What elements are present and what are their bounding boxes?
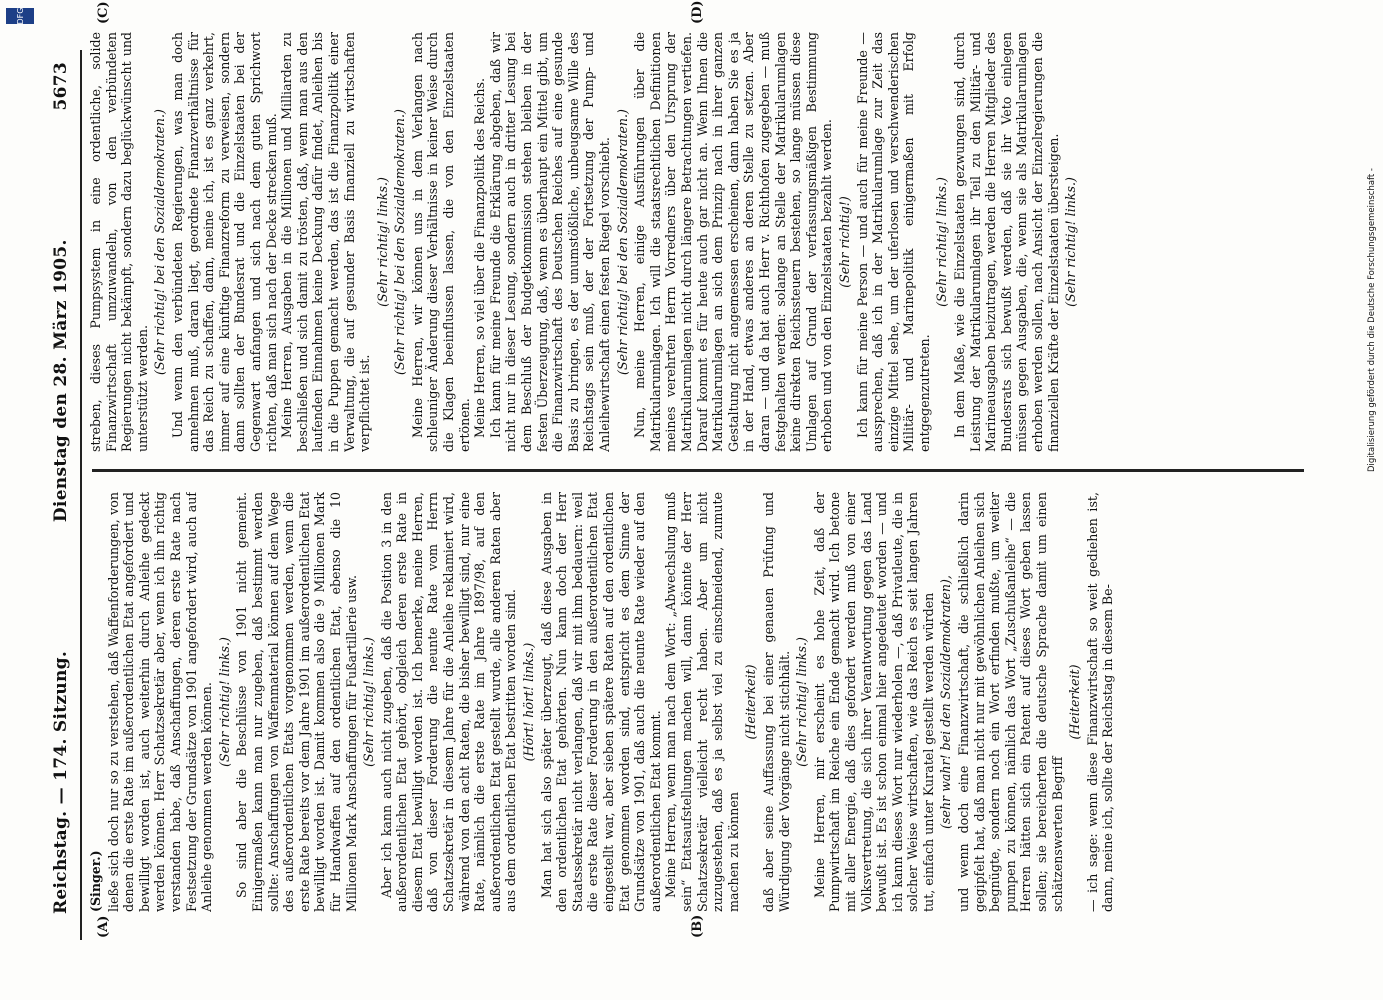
margin-letter-d: (D) (690, 0, 705, 24)
header-session: Reichstag. — 174. Sitzung. (51, 650, 71, 914)
paragraph: Und wenn den verbündeten Regierungen, was man doch annehmen muß, daran liegt, geordnete Finanzverhältnisse für das Reich zu schaffen, dann, meine ich, ist es ganz verkehrt, immer auf eine künftige Finanzreform zu verweisen, sondern dann sollten der Bundesrat und die Einzelstaaten bei der Gegenwart anfangen und sich nach dem guten Sprichwort richten, daß man sich nach der Decke strecken muß. (169, 32, 279, 452)
interjection: (Sehr richtig! links.) (1063, 177, 1079, 307)
margin-letter-a: (A) (96, 915, 111, 938)
margin-letter-c: (C) (96, 1, 111, 24)
paragraph: — ich sage: wenn diese Finanzwirtschaft so weit gediehen ist, dann, meine ich, sollte der Reichstag in diesem Be- (1084, 492, 1116, 912)
paragraph: Man hat sich also später überzeugt, daß diese Ausgaben in den ordentlichen Etat gehörten. Nun kann doch der Herr Staatssekretär nicht verlangen, daß wir mit ihm bedauern: weil die erste Rate dieser Forderung in den außerordentlichen Etat eingestellt war, aber sieben spätere Raten auf den ordentlichen Etat genommen worden sind, entspricht es dem Sinne der Grundsätze von 1901, daß auch die neunte Rate wieder auf den außerordentlichen Etat kommt. (538, 492, 663, 912)
interjection: (Sehr richtig! links.) (794, 637, 810, 767)
paragraph: Ich kann für meine Person — und auch für meine Freunde — aussprechen, daß ich in der Matrikularumlage zur Zeit das einzige Mittel sehe, um der uferlosen und verschwenderischen Militär- und Marinepolitik einigermaßen mit Erfolg entgegenzutreten. (854, 32, 932, 452)
interjection: (Sehr richtig! links.) (361, 637, 377, 767)
digitization-credit: Digitalisierung gefördert durch die Deutsche Forschungsgemeinschaft - (1367, 168, 1377, 472)
right-text-column (88, 32, 1308, 452)
page-number: 5673 (51, 62, 71, 111)
interjection: (sehr wahr! bei den Sozialdemokraten), (938, 575, 954, 829)
interjection: (Heiterkeit) (743, 664, 759, 740)
interjection: (Hört! hört! links.) (521, 642, 537, 762)
interjection: (Sehr richtig! bei den Sozialdemokraten.) (614, 109, 630, 375)
paragraph: In dem Maße, wie die Einzelstaaten gezwungen sind, durch Leistung der Matrikularumlagen ihr Teil zu den Militär- und Marineausgaben beizutragen, werden die Herren Mitglieder des Bundesrats sich bewußt werden, daß sie ihr Veto einlegen müssen gegen Ausgaben, die, wenn sie als Matrikularumlagen erhoben werden sollen, nach Ansicht der Einzelregierungen die finanziellen Kräfte der Einzelstaaten übersteigen. (952, 32, 1061, 452)
interjection: (Sehr richtig!) (836, 196, 852, 288)
paragraph: Ich kann für meine Freunde die Erklärung abgeben, daß wir nicht nur in dieser Lesung, sondern auch in dritter Lesung bei dem Beschluß der Budgetkommission stehen bleiben in der festen Überzeugung, daß, wenn es überhaupt ein Mittel gibt, um die Finanzwirtschaft des Deutschen Reiches auf eine gesunde Basis zu bringen, es der unumstößliche, unbeugsame Wille des Reichstags sein muß, der der Fortsetzung der Pump- und Anleihewirtschaft einen festen Riegel vorschiebt. (487, 32, 612, 452)
margin-letter-b: (B) (690, 914, 705, 938)
paragraph: ließe sich doch nur so zu verstehen, daß Waffenforderungen, von denen die erste Rate im außerordentlichen Etat angefordert und bewilligt worden ist, auch weiterhin durch Anleihe gedeckt werden können. Herr Schatzsekretär aber, wenn ich ihn richtig verstanden habe, daß Anschaffungen, deren erste Rate nach Festsetzung der Grundsätze von 1901 angefordert wird, auch auf Anleihe genommen werden können. (105, 492, 215, 912)
paragraph: Meine Herren, wir können uns in dem Verlangen nach schleuniger Änderung dieser Verhältnisse in keiner Weise durch die Klagen beeinflussen lassen, die von den Einzelstaaten ertönen. (409, 32, 472, 452)
paragraph: So sind aber die Beschlüsse von 1901 nicht gemeint. Einigermaßen kann man nur zugeben, daß bestimmt werden sollte: Anschaffungen von Waffenmaterial können auf dem Wege des außerordentlichen Etats vorgenommen werden, wenn die erste Rate bereits vor dem Jahre 1901 im außerordentlichen Etat bewilligt worden ist. Damit kommen also die 9 Millionen Mark für Handwaffen auf den ordentlichen Etat, ebenso die 10 Millionen Mark Anschaffungen für Fußartillerie usw. (234, 492, 359, 912)
dfg-logo: DFG (6, 8, 34, 24)
paragraph: streben, dieses Pumpsystem in eine ordentliche, solide Finanzwirtschaft umzuwandeln, von den verbündeten Regierungen nicht bekämpft, sondern dazu beglückwünscht und unterstützt werden. (88, 32, 150, 452)
interjection: (Sehr richtig! bei den Sozialdemokraten.) (392, 109, 408, 375)
paragraph: und wenn doch eine Finanzwirtschaft, die schließlich darin gegipfelt hat, daß man nicht nur mit gewöhnlichen Anleihen sich begnügte, sondern noch ein Wort erfinden mußte, um weiter pumpen zu können, nämlich das Wort „Zuschußanleihe“ — die Herren hätten sich ein Patent auf dieses Wort geben lassen sollen; sie bereicherten die deutsche Sprache damit um einen schätzenswerten Begriff (956, 492, 1065, 912)
paragraph: daß aber seine Auffassung bei einer genauen Prüfung und Würdigung der Vorgänge nicht stichhält. (760, 492, 792, 912)
paragraph: Nun, meine Herren, einige Ausführungen über die Matrikularumlagen. Ich will die staatsrechtlichen Definitionen meines verehrten Herrn Vorredners über den Ursprung der Matrikularumlagen nicht durch längere Betrachtungen vertiefen. Darauf kommt es für heute auch gar nicht an. Wenn Ihnen die Matrikularumlagen an sich dem Prinzip nach in ihrer ganzen Gestaltung nicht angemessen erscheinen, dann haben Sie es ja in der Hand, etwas anderes an deren Stelle zu setzen. Aber daran — und da hat auch Herr v. Richthofen zugegeben — muß festgehalten werden: solange an Stelle der Matrikularumlagen keine direkten Reichssteuern bestehen, so lange müssen diese Umlagen auf Grund der verfassungsmäßigen Bestimmung erhoben und von den Einzelstaaten bezahlt werden. (632, 32, 835, 452)
paragraph: Meine Herren, mir erscheint es hohe Zeit, daß der Pumpwirtschaft im Reiche ein Ende gemacht wird. Ich betone mit aller Energie, daß dies gefordert werden muß von einer Volksvertretung, die sich ihrer Verantwortung gegen das Land bewußt ist. Es ist schon einmal hier angedeutet worden — und ich kann dieses Wort nur wiederholen —, daß Privatleute, die in solcher Weise wirtschaften, wie das Reich es seit langen Jahren tut, einfach unter Kuratel gestellt werden würden (811, 492, 936, 912)
interjection: (Heiterkeit) (1067, 664, 1083, 740)
speaker-label: (Singer.) (88, 850, 103, 912)
interjection: (Sehr richtig! links.) (934, 177, 950, 307)
header-rule (80, 50, 82, 940)
interjection: (Sehr richtig! bei den Sozialdemokraten.) (152, 109, 168, 375)
paragraph: Meine Herren, so viel über die Finanzpolitik des Reichs. (472, 78, 488, 438)
column-divider (92, 469, 1304, 472)
paragraph: Meine Herren, Ausgaben in die Millionen und Milliarden zu beschließen und sich damit zu trösten, daß, wenn man aus den laufenden Einnahmen keine Deckung dafür findet, Anleihen bis in die Puppen gemacht werden, das ist die Finanzpolitik einer Verwaltung, die auf gesunder Basis finanziell zu wirtschaften verpflichtet ist. (279, 32, 373, 452)
left-text-column (88, 492, 1308, 912)
page-header (44, 62, 78, 914)
paragraph: Aber ich kann auch nicht zugeben, daß die Position 3 in den außerordentlichen Etat gehört, obgleich deren erste Rate in diesem Etat bewilligt worden ist. Ich bemerke, meine Herren, daß von dieser Forderung die neunte Rate vom Herrn Schatzsekretär in diesem Jahre für die Anleihe reklamiert wird, während von den acht Raten, die bisher bewilligt sind, nur eine Rate, nämlich die erste Rate im Jahre 1897/98, auf den außerordentlichen Etat gestellt wurde, alle anderen Raten aber aus dem ordentlichen Etat bestritten worden sind. (378, 492, 519, 912)
header-date: Dienstag den 28. März 1905. (51, 239, 71, 523)
paragraph: Meine Herren, wenn man nach dem Wort: „Abwechslung muß sein“ Etatsaufstellungen machen will, dann könnte der Herr Schatzsekretär vielleicht recht haben. Aber um nicht zuzugestehen, daß es ja selbst viel zu einschneidend, zumute machen zu können (663, 492, 741, 912)
interjection: (Sehr richtig! links.) (374, 177, 390, 307)
interjection: (Sehr richtig! links.) (216, 637, 232, 767)
